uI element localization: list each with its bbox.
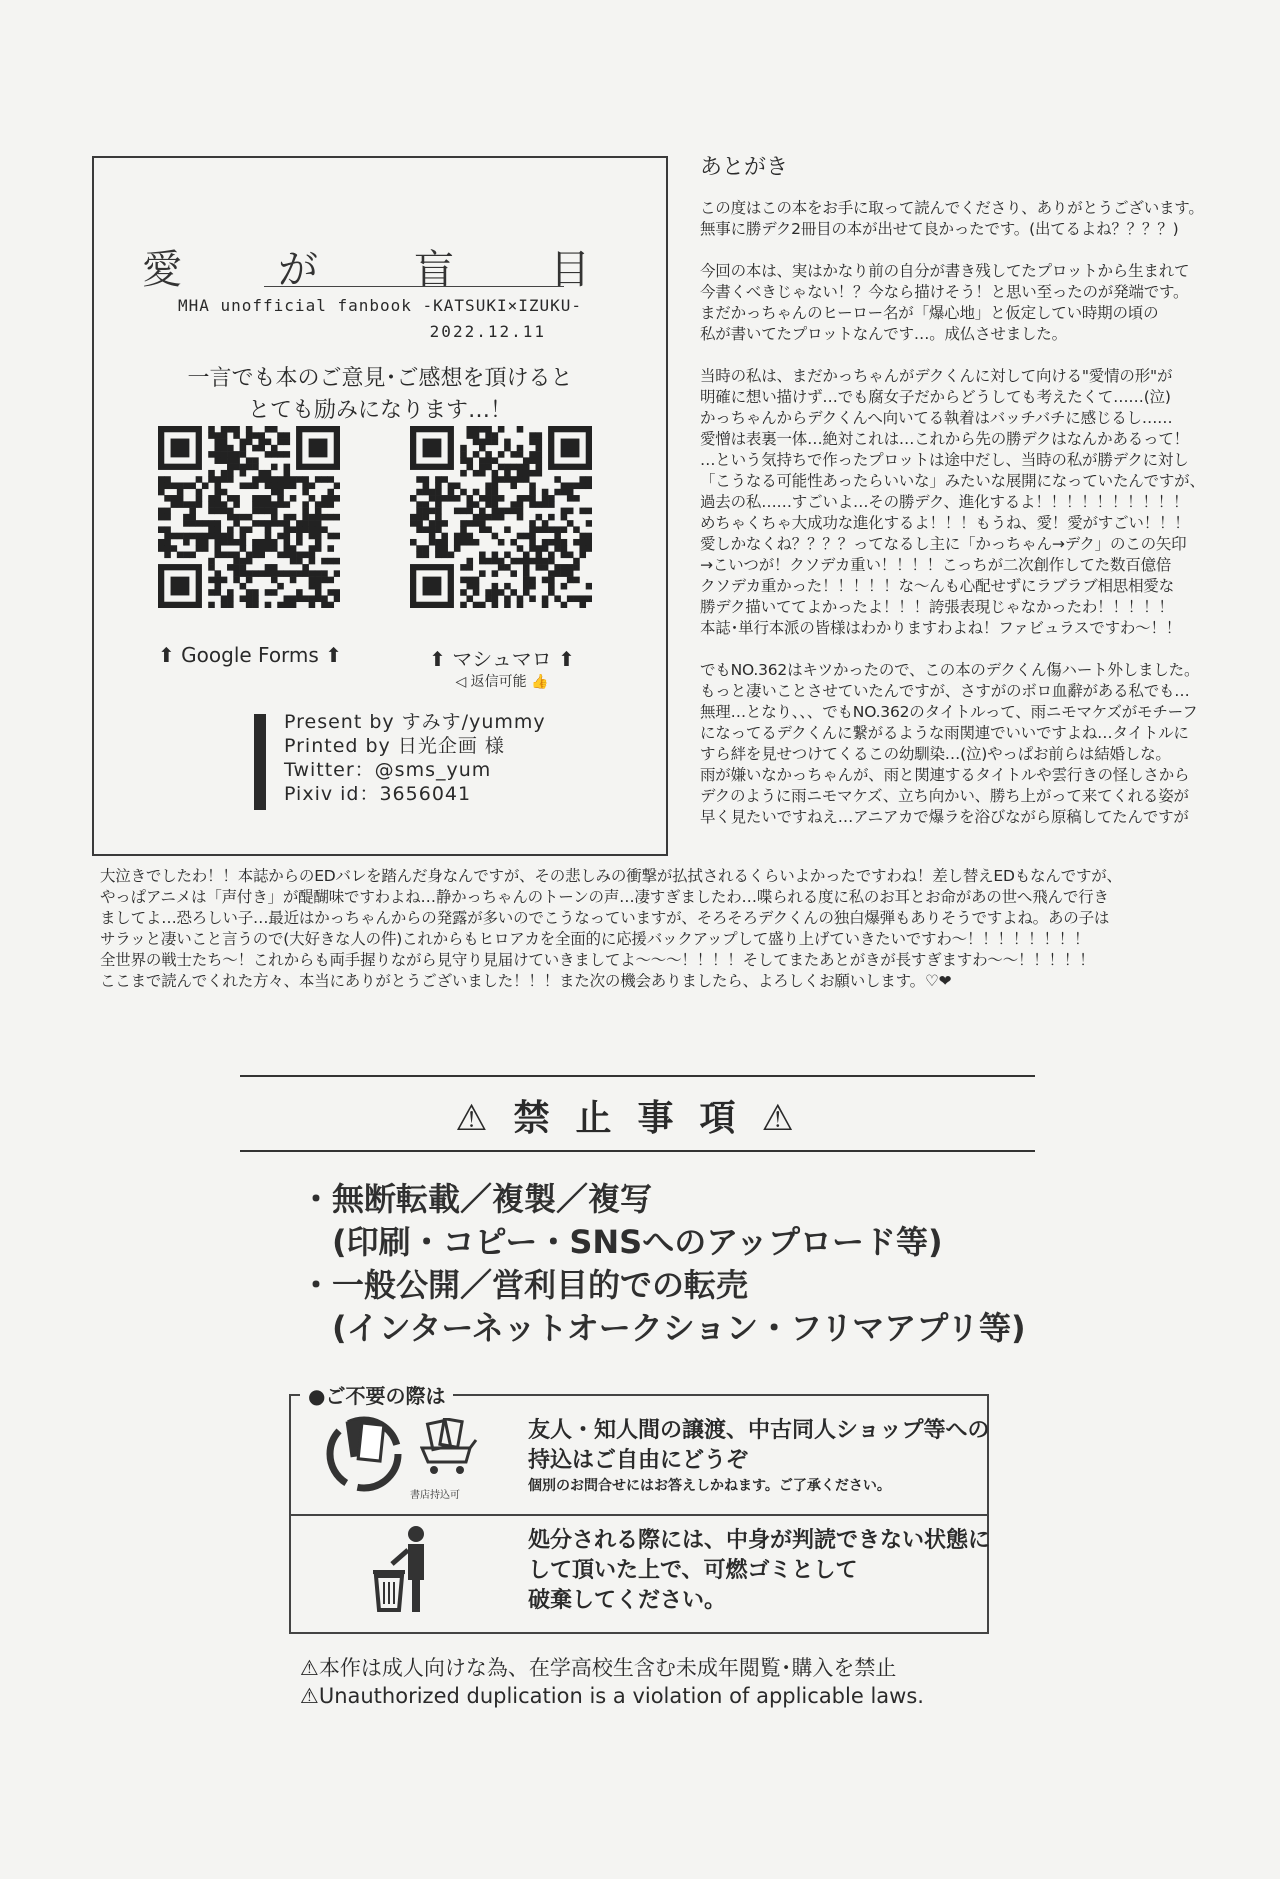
afterword-line: になってるデクくんに繋がるような雨関連でいいですよね…タイトルに (700, 724, 1189, 742)
afterword-line: クソデカ重かった！！！！！な〜んも心配せずにラブラブ相思相愛な (700, 577, 1174, 595)
feedback-request (94, 363, 666, 427)
afterword-line: 当時の私は、まだかっちゃんがデクくんに対して向ける"愛情の形"が (700, 367, 1173, 385)
discard-text (528, 1526, 990, 1616)
afterword-paragraph (700, 660, 1270, 828)
afterword-line: 「こうなる可能性あったらいいな」みたいな展開になっていたんですが、 (700, 472, 1205, 490)
afterword-line: ましてよ…恐ろしい子…最近はかっちゃんからの発露が多いのでこうなっていますが、そろそろデクくんの独白爆弾もありそうですよね。あの子は (100, 909, 1110, 927)
duplication-notice: ⚠Unauthorized duplication is a violation of applicable laws. (300, 1684, 924, 1708)
afterword-line: 無理…となり、、、でもNO.362のタイトルって、雨ニモマケズがモチーフ (700, 703, 1198, 721)
afterword-line: 早く見たいですねえ…アニアカで爆ラを浴びながら原稿してたんですが (700, 808, 1189, 826)
prohibitions-bottom-rule (240, 1150, 1035, 1152)
afterword-line: まだかっちゃんのヒーロー名が「爆心地」と仮定してい時期の頃の (700, 304, 1159, 322)
resell-text (528, 1416, 990, 1476)
afterword-line: 大泣きでしたわ！！本誌からのEDバレを踏んだ身なんですが、その悲しみの衝撃が払拭されるくらいよかったですわね！差し替えEDもなんですが、 (100, 867, 1122, 885)
afterword-line: 愛憎は表裏一体…絶対これは…これから先の勝デクはなんかあるって！ (700, 430, 1189, 448)
shop-cart-icon (420, 1418, 480, 1478)
title-underline (264, 286, 564, 287)
afterword-paragraph (700, 198, 1270, 240)
prohibition-item: ・無断転載／複製／複写 (300, 1180, 653, 1218)
afterword-line: デクのように雨ニモマケズ、立ち向かい、勝ち上がって来てくれる姿が (700, 787, 1189, 805)
prohibitions-heading: ⚠禁止事項⚠ (455, 1098, 820, 1139)
prohibitions-list (300, 1178, 1026, 1350)
afterword-line: めちゃくちゃ大成功な進化するよ！！！もうね、愛！愛がすごい！！！ (700, 514, 1190, 532)
afterword-line: 過去の私……すごいよ…その勝デク、進化するよ！！！！！！！！！！ (700, 493, 1189, 511)
afterword-line: 本誌･単行本派の皆様はわかりますわよね！ファビュラスですわ〜！！ (700, 619, 1182, 637)
disposal-label: ●ご不要の際は (300, 1380, 453, 1409)
afterword-line: 全世界の戦士たち〜！これからも両手握りながら見守り見届けていきましてよ〜〜〜！！！！そしてまたあとがきが長すぎますわ〜〜！！！！！ (100, 951, 1095, 969)
publish-date: 2022.12.11 (429, 322, 546, 341)
afterword-line: すら絆を見せつけてくるこの幼馴染…(泣)やっぱお前らは結婚しな。 (700, 745, 1171, 763)
google-forms-label: ⬆ Google Forms ⬆ (158, 643, 342, 667)
resell-note: 個別のお問合せにはお答えしかねます。ご了承ください。 (528, 1478, 891, 1494)
reply-possible-note: ◁ 返信可能 👍 (455, 674, 549, 690)
credit-twitter: Twitter：@sms_yum (284, 759, 492, 781)
afterword-heading: あとがき (700, 155, 789, 180)
afterword-line: 愛しかなくね？？？？ってなるし主に「かっちゃん→デク」のこの矢印 (700, 535, 1187, 553)
marshmallow-qr-code[interactable] (410, 426, 592, 608)
resell-line: 友人・知人間の譲渡、中古同人ショップ等への (528, 1418, 990, 1443)
afterword-line: 私が書いてたプロットなんです…。成仏させました。 (700, 325, 1067, 343)
afterword-line: …という気持ちで作ったプロットは途中だし、当時の私が勝デクに対し (700, 451, 1189, 469)
discard-line: 破棄してください。 (528, 1588, 727, 1613)
google-forms-qr-code[interactable] (158, 426, 340, 608)
afterword-line: 今回の本は、実はかなり前の自分が書き残してたプロットから生まれて (700, 262, 1190, 280)
credits-accent-bar (254, 714, 266, 810)
afterword-line: やっぱアニメは「声付き」が醍醐味ですわよね…静かっちゃんのトーンの声…凄すぎましたわ…喋られる度に私のお耳とお命があの世へ飛んで行き (100, 888, 1109, 906)
feedback-line: とても励みになります…！ (247, 398, 512, 423)
prohibition-item: ・一般公開／営利目的での転売 (300, 1266, 749, 1304)
disposal-divider (289, 1514, 989, 1516)
afterword-line: 無事に勝デク2冊目の本が出せて良かったです。(出てるよね？？？？) (700, 220, 1179, 238)
discard-line: 処分される際には、中身が判読できない状態に (528, 1528, 991, 1553)
colophon-box (92, 156, 668, 856)
afterword-line: 今書くべきじゃない！？今なら描けそう！と思い至ったのが発端です。 (700, 283, 1189, 301)
afterword-line: サラッと凄いこと言うので(大好きな人の件)これからもヒロアカを全面的に応援バックアップして盛り上げていきたいですわ〜！！！！！！！！ (100, 930, 1090, 948)
credits (284, 710, 546, 806)
book-subtitle: MHA unofficial fanbook -KATSUKI×IZUKU- (177, 296, 583, 315)
afterword-line: かっちゃんからデクくんへ向いてる執着はバッチバチに感じるし…… (700, 409, 1173, 427)
afterword-line: この度はこの本をお手に取って読んでくださり、ありがとうございます。 (700, 199, 1204, 217)
legal-footer (300, 1654, 924, 1710)
credit-printer: Printed by 日光企画 様 (284, 735, 505, 757)
afterword-line: もっと凄いことさせていたんですが、さすがのボロ血辭がある私でも… (700, 682, 1190, 700)
prohibition-item-note: (インターネットオークション・フリマアプリ等) (300, 1309, 1026, 1347)
age-restriction-notice: ⚠本作は成人向けな為、在学高校生含む未成年閲覧･購入を禁止 (300, 1656, 897, 1680)
credit-pixiv: Pixiv id：3656041 (284, 783, 472, 805)
afterword-continued (100, 866, 1270, 992)
marshmallow-label: ⬆ マシュマロ ⬆ (429, 647, 575, 671)
credit-author: Present by すみす/yummy (284, 711, 546, 733)
afterword-line: →こいつが！クソデカ重い！！！！こっちが二次創作してた数百億倍 (700, 556, 1172, 574)
book-title: 愛 が 盲 目 (142, 247, 618, 293)
trash-disposal-icon (370, 1524, 440, 1616)
prohibitions-top-rule (240, 1075, 1035, 1077)
afterword-column (700, 198, 1270, 849)
prohibition-item-note: (印刷・コピー・SNSへのアップロード等) (300, 1223, 943, 1261)
feedback-line: 一言でも本のご意見･ご感想を頂けると (187, 366, 573, 391)
afterword-line: 明確に想い描けず…でも腐女子だからどうしても考えたくて……(泣) (700, 388, 1171, 406)
discard-line: して頂いた上で、可燃ゴミとして (528, 1558, 858, 1583)
afterword-line: ここまで読んでくれた方々、本当にありがとうございました！！！また次の機会ありましたら、よろしくお願いします。♡❤ (100, 972, 952, 990)
afterword-line: 勝デク描いててよかったよ！！！誇張表現じゃなかったわ！！！！！ (700, 598, 1174, 616)
resell-line: 持込はご自由にどうぞ (528, 1448, 749, 1473)
shop-ok-label: 書店持込可 (410, 1490, 460, 1501)
afterword-line: 雨が嫌いなかっちゃんが、雨と関連するタイトルや雲行きの怪しさから (700, 766, 1190, 784)
afterword-paragraph (700, 366, 1270, 639)
afterword-line: でもNO.362はキツかったので、この本のデクくん傷ハート外しました。 (700, 661, 1200, 679)
recycle-books-icon (326, 1410, 402, 1492)
afterword-paragraph (700, 261, 1270, 345)
